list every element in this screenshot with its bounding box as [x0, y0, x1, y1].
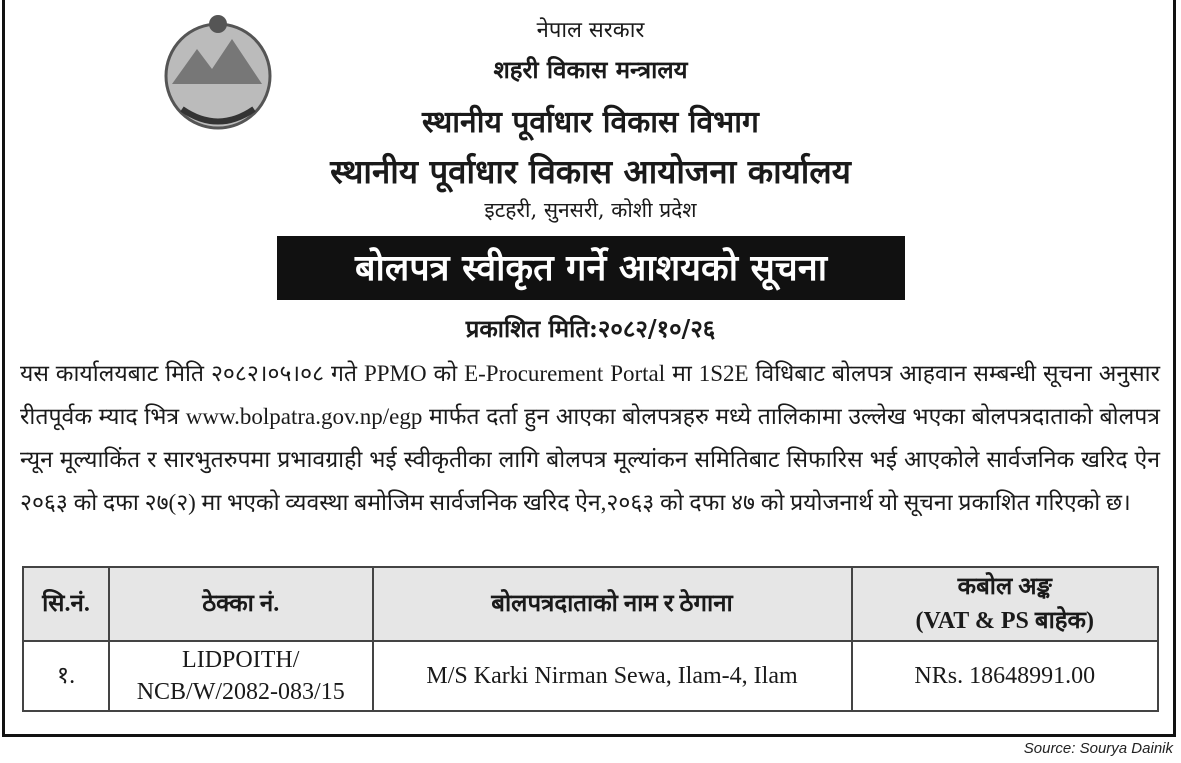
bid-table — [22, 566, 1159, 712]
government-name: नेपाल सरकार — [536, 18, 645, 43]
table-header-row — [23, 567, 1158, 641]
header-sn: सि.नं. — [23, 567, 109, 641]
header-bidder: बोलपत्रदाताको नाम र ठेगाना — [373, 567, 852, 641]
header-amount — [852, 567, 1159, 641]
header-amount-label: कबोल अङ्क — [957, 574, 1052, 600]
ministry-name: शहरी विकास मन्त्रालय — [493, 55, 688, 84]
cell-bidder: M/S Karki Nirman Sewa, Ilam-4, Ilam — [373, 641, 852, 711]
published-date: प्रकाशित मिति:२०८२/१०/२६ — [465, 314, 716, 343]
contract-line-2: NCB/W/2082-083/15 — [136, 679, 345, 705]
header-contract-no: ठेक्का नं. — [109, 567, 373, 641]
header-amount-note: (VAT & PS बाहेक) — [915, 608, 1094, 634]
cell-contract-no — [109, 641, 373, 711]
cell-amount: NRs. 18648991.00 — [852, 641, 1159, 711]
source-credit: Source: Sourya Dainik — [1023, 740, 1173, 757]
cell-sn: १. — [23, 641, 109, 711]
table-row — [23, 641, 1158, 711]
office-address: इटहरी, सुनसरी, कोशी प्रदेश — [484, 198, 697, 222]
notice-title: बोलपत्र स्वीकृत गर्ने आशयको सूचना — [277, 236, 905, 300]
office-name: स्थानीय पूर्वाधार विकास आयोजना कार्यालय — [330, 152, 851, 191]
contract-line-1: LIDPOITH/ — [182, 647, 300, 673]
notice-body: यस कार्यालयबाट मिति २०८२।०५।०८ गते PPMO को E-Procurement Portal मा 1S2E विधिबाट बोलपत्र आहवान सम्बन्धी सूचना अनुसार रीतपूर्वक म्याद भित्र www.bolpatra.gov.np/egp मार्फत दर्ता हुन आएका बोलपत्रहरु मध्ये तालिकामा उल्लेख भएका बोलपत्रदाताको बोलपत्र न्यून मूल्याकिंत र सारभुतरुपमा प्रभावग्राही भई स्वीकृतीका लागि बोलपत्र मूल्यांकन समितिबाट सिफारिस भई आएकोले सार्वजनिक खरिद ऐन २०६३ को दफा २७(२) मा भएको व्यवस्था बमोजिम सार्वजनिक खरिद ऐन,२०६३ को दफा ४७ को प्रयोजनार्थ यो सूचना प्रकाशित गरिएको छ। — [20, 361, 1160, 515]
department-name: स्थानीय पूर्वाधार विकास विभाग — [422, 105, 759, 140]
